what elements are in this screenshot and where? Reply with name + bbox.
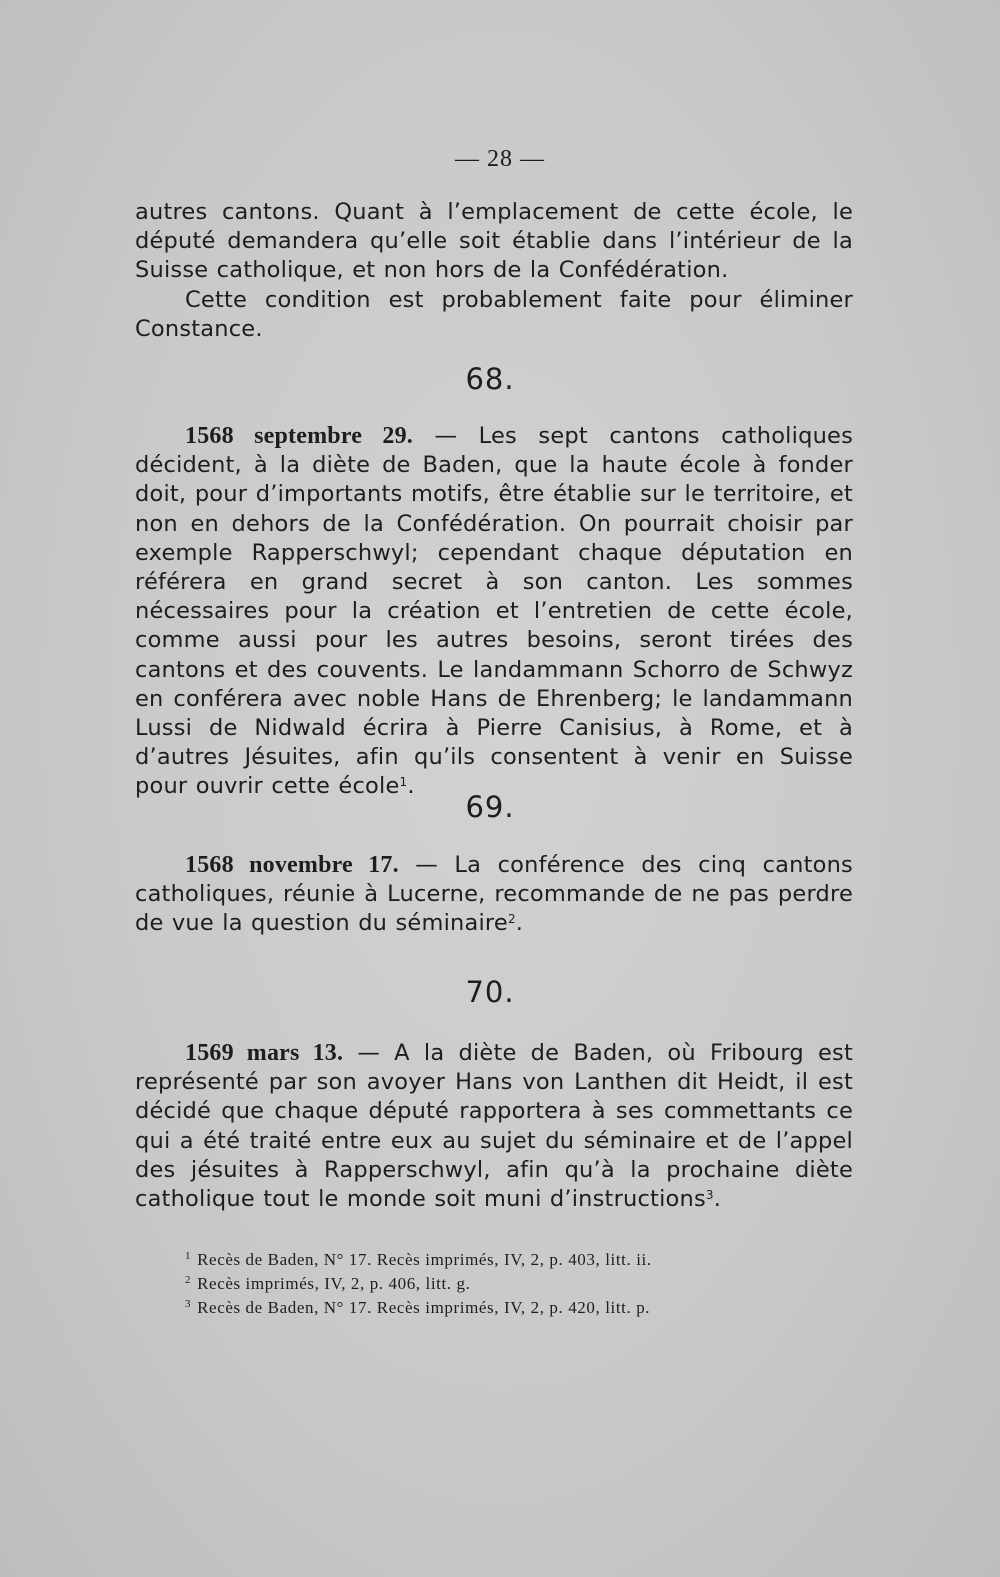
entry-paragraph xyxy=(135,1039,853,1214)
footnote-mark: 3 xyxy=(185,1298,192,1310)
entry-body: — La conférence des cinq cantons catholiques, réunie à Lucerne, recommande de ne pas perdre de vue la question du séminaire xyxy=(135,852,853,937)
footnote xyxy=(185,1294,825,1318)
entry-text: 1568 septembre 29. — Les sept cantons catholiques décident, à la diète de Baden, que la haute école à fonder doit, pour d’importants motifs, être établie sur le territoire, et non en dehors de la Confédération. On pourrait choisir par exemple Rapperschwyl; cependant chaque députation en référera en grand secret à son canton. Les sommes nécessaires pour la création et l’entretien de cette école, comme aussi pour les autres besoins, seront tirées des cantons et des couvents. Le landammann Schorro de Schwyz en conférera avec noble Hans de Ehrenberg; le landammann Lussi de Nidwald écrira à Pierre Canisius, à Rome, et à d’autres Jésuites, afin qu’ils consentent à venir en Suisse pour ouvrir cette école$^1$. xyxy=(135,423,853,800)
footnote xyxy=(185,1246,825,1270)
entry-paragraph xyxy=(135,851,853,939)
footnote-text: Recès imprimés, IV, 2, p. 406, litt. g. xyxy=(197,1274,471,1293)
entry-number: 70. xyxy=(465,975,515,1009)
page-number: — 28 — xyxy=(455,146,545,172)
footnotes xyxy=(185,1246,825,1318)
entry-text: 1569 mars 13. — A la diète de Baden, où Fribourg est représenté par son avoyer Hans von Lanthen dit Heidt, il est décidé que chaque député rapportera à ses commettants ce qui a été traité entre eux au sujet du séminaire et de l’appel des jésuites à Rapperschwyl, afin qu’à la prochaine diète catholique tout le monde soit muni d’instructions$^3$. xyxy=(135,1040,853,1213)
entry-date: 1569 mars 13. xyxy=(185,1040,344,1066)
entry-body: — Les sept cantons catholiques décident, à la diète de Baden, que la haute école à fonder doit, pour d’importants motifs, être établie sur le territoire, et non en dehors de la Confédération. On pourrait choisir par exemple Rapperschwyl; cependant chaque députation en référera en grand secret à son canton. Les sommes nécessaires pour la création et l’entretien de cette école, comme aussi pour les autres besoins, seront tirées des cantons et des couvents. Le landammann Schorro de Schwyz en conférera avec noble Hans de Ehrenberg; le landammann Lussi de Nidwald écrira à Pierre Canisius, à Rome, et à d’autres Jésuites, afin qu’ils consentent à venir en Suisse pour ouvrir cette école xyxy=(135,423,853,800)
footnote-mark: 2 xyxy=(185,1274,192,1286)
intro-paragraph xyxy=(135,198,853,344)
footnote-text: Recès de Baden, N° 17. Recès imprimés, IV, 2, p. 403, litt. ii. xyxy=(197,1250,652,1269)
entry-date: 1568 novembre 17. xyxy=(185,852,399,878)
footnote-ref: 1 xyxy=(399,775,408,790)
entry-number: 69. xyxy=(465,790,515,824)
entry-body: — A la diète de Baden, où Fribourg est représenté par son avoyer Hans von Lanthen dit Heidt, il est décidé que chaque député rapportera à ses commettants ce qui a été traité entre eux au sujet du séminaire et de l’appel des jésuites à Rapperschwyl, afin qu’à la prochaine diète catholique tout le monde soit muni d’instructions xyxy=(135,1040,853,1213)
intro-note: Cette condition est probablement faite pour éliminer Constance. xyxy=(135,286,853,342)
entry-number: 68. xyxy=(465,362,515,396)
footnote-mark: 1 xyxy=(185,1250,192,1262)
intro-text: autres cantons. Quant à l’emplacement de cette école, le député demandera qu’elle soit établie dans l’intérieur de la Suisse catholique, et non hors de la Confédération. xyxy=(135,199,853,284)
footnote-text: Recès de Baden, N° 17. Recès imprimés, IV, 2, p. 420, litt. p. xyxy=(197,1298,651,1317)
footnote xyxy=(185,1270,825,1294)
entry-paragraph xyxy=(135,422,853,802)
entry-text: 1568 novembre 17. — La conférence des cinq cantons catholiques, réunie à Lucerne, recommande de ne pas perdre de vue la question du séminaire$^2$. xyxy=(135,852,853,937)
entry-date: 1568 septembre 29. xyxy=(185,423,414,449)
footnote-ref: 2 xyxy=(507,912,516,927)
footnote-ref: 3 xyxy=(705,1188,714,1203)
